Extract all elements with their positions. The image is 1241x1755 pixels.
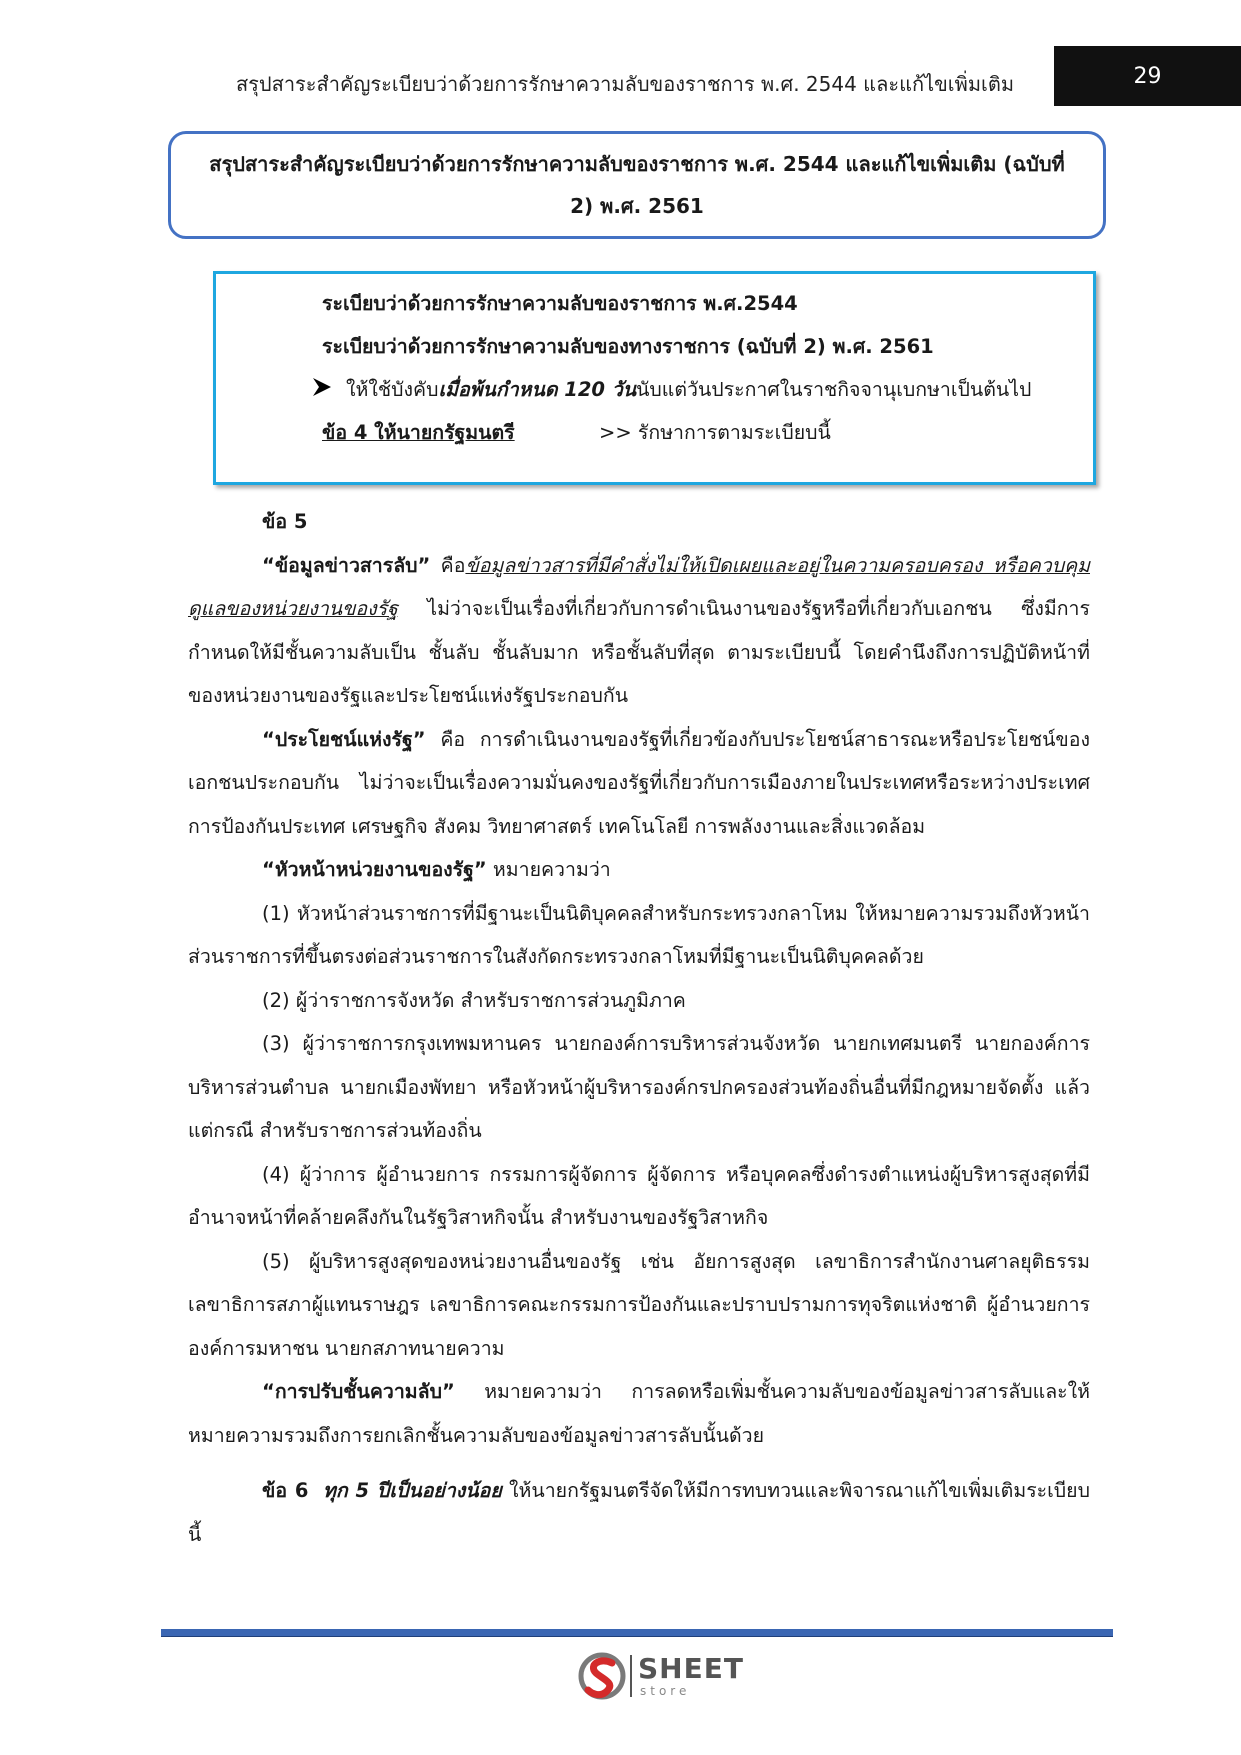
effective-post: นับแต่วันประกาศในราชกิจจานุเบกษาเป็นต้นไป <box>636 378 1032 401</box>
def-secret-rest: ไม่ว่าจะเป็นเรื่องที่เกี่ยวกับการดำเนินงานของรัฐหรือที่เกี่ยวกับเอกชน ซึ่งมีการกำหนดให้มีชั้นความลับเป็น ชั้นลับ ชั้นลับมาก หรือชั้นลับที่สุด ตามระเบียบนี้ โดยคำนึงถึงการปฏิบัติหน้าที่ของหน่วยงานของรัฐและประโยชน์แห่งรัฐประกอบกัน <box>188 597 1090 707</box>
logo-subtext: store <box>640 1684 691 1698</box>
effective-pre: ให้ใช้บังคับ <box>346 378 439 401</box>
title-box <box>168 131 1106 239</box>
def-benefit-rest: คือ การดำเนินงานของรัฐที่เกี่ยวข้องกับประโยชน์สาธารณะหรือประโยชน์ของเอกชนประกอบกัน ไม่ว่าจะเป็นเรื่องความมั่นคงของรัฐที่เกี่ยวกับการเมืองภายในประเทศหรือระหว่างประเทศการป้องกันประเทศ เศรษฐกิจ สังคม วิทยาศาสตร์ เทคโนโลยี การพลังงานและสิ่งแวดล้อม <box>188 727 1090 838</box>
info-box <box>213 271 1096 485</box>
definition-secret-information <box>188 544 1090 718</box>
clause-5-heading: ข้อ 5 <box>262 510 308 533</box>
definition-classification-adjustment <box>188 1370 1090 1457</box>
logo-separator <box>630 1655 632 1697</box>
clause-6-label: ข้อ 6 <box>262 1479 309 1502</box>
info-regulation-2544: ระเบียบว่าด้วยการรักษาความลับของราชการ พ.ศ.2544 <box>322 292 798 315</box>
def-secret-emphasis: ข้อมูลข่าวสารที่มีคำสั่งไม่ให้เปิดเผยและอยู่ในความครอบครอง หรือควบคุมดูแลของหน่วยงานของรัฐ <box>188 553 1090 620</box>
list-item-1: (1) หัวหน้าส่วนราชการที่มีฐานะเป็นนิติบุคคลสำหรับกระทรวงกลาโหม ให้หมายความรวมถึงหัวหน้าส่วนราชการที่ขึ้นตรงต่อส่วนราชการในสังกัดกระทรวงกลาโหมที่มีฐานะเป็นนิติบุคคลด้วย <box>188 901 1090 968</box>
list-item-5: (5) ผู้บริหารสูงสุดของหน่วยงานอื่นของรัฐ เช่น อัยการสูงสุด เลขาธิการสำนักงานศาลยุติธรรม เลขาธิการสภาผู้แทนราษฎร เลขาธิการคณะกรรมการป้องกันและปราบปรามการทุจริตแห่งชาติ ผู้อำนวยการองค์การมหาชน นายกสภาทนายความ <box>188 1249 1090 1360</box>
sheet-store-s-logo-icon <box>578 1650 628 1702</box>
definition-state-benefit <box>188 718 1090 849</box>
effective-emphasis: เมื่อพ้นกำหนด 120 วัน <box>438 378 637 401</box>
list-item-2: (2) ผู้ว่าราชการจังหวัด สำหรับราชการส่วนภูมิภาค <box>262 988 686 1012</box>
list-item-4: (4) ผู้ว่าการ ผู้อำนวยการ กรรมการผู้จัดการ ผู้จัดการ หรือบุคคลซึ่งดำรงตำแหน่งผู้บริหารสูงสุดที่มีอำนาจหน้าที่คล้ายคลึงกันในรัฐวิสาหกิจนั้น สำหรับงานของรัฐวิสาหกิจ <box>188 1162 1090 1229</box>
title-line-2: 2) พ.ศ. 2561 <box>570 194 704 218</box>
page-number: 29 <box>1133 63 1162 89</box>
info-effective-date <box>346 374 1031 405</box>
def-head-rest: หมายความว่า <box>486 858 611 881</box>
clause-6-emphasis: ทุก 5 ปีเป็นอย่างน้อย <box>323 1479 502 1502</box>
clause-4-label: ข้อ 4 ให้นายกรัฐมนตรี <box>322 421 515 444</box>
def-secret-term: “ข้อมูลข่าวสารลับ” <box>262 553 431 577</box>
clause-6-rest: ให้นายกรัฐมนตรีจัดให้มีการทบทวนและพิจารณาแก้ไขเพิ่มเติมระเบียบนี้ <box>188 1479 1090 1546</box>
info-clause-4 <box>322 417 831 448</box>
title-line-1: สรุปสาระสำคัญระเบียบว่าด้วยการรักษาความลับของราชการ พ.ศ. 2544 และแก้ไขเพิ่มเติม (ฉบับที่ <box>209 152 1065 176</box>
page-number-box <box>1054 46 1241 106</box>
list-item-3: (3) ผู้ว่าราชการกรุงเทพมหานคร นายกองค์การบริหารส่วนจังหวัด นายกเทศมนตรี นายกองค์การบริหารส่วนตำบล นายกเมืองพัทยา หรือหัวหน้าผู้บริหารองค์กรปกครองส่วนท้องถิ่นอื่นที่มีกฎหมายจัดตั้ง แล้วแต่กรณี สำหรับราชการส่วนท้องถิ่น <box>188 1032 1090 1142</box>
body-text <box>188 500 1090 1556</box>
sheet-store-logo <box>578 1650 748 1702</box>
arrowhead-bullet-icon <box>311 376 333 398</box>
logo-wordmark: SHEET <box>638 1652 744 1685</box>
definition-agency-head <box>188 848 1090 892</box>
def-benefit-term: “ประโยชน์แห่งรัฐ” <box>262 727 426 751</box>
def-adjust-rest: หมายความว่า การลดหรือเพิ่มชั้นความลับของข้อมูลข่าวสารลับและให้หมายความรวมถึงการยกเลิกชั้นความลับของข้อมูลข่าวสารลับนั้นด้วย <box>188 1380 1090 1447</box>
def-secret-pre: คือ <box>430 553 466 577</box>
footer-divider <box>161 1629 1113 1637</box>
running-header-title: สรุปสาระสำคัญระเบียบว่าด้วยการรักษาความลับของราชการ พ.ศ. 2544 และแก้ไขเพิ่มเติม <box>235 72 1015 96</box>
clause-4-text: >> รักษาการตามระเบียบนี้ <box>599 421 831 444</box>
clause-6 <box>188 1469 1090 1556</box>
def-head-term: “หัวหน้าหน่วยงานของรัฐ” <box>262 858 487 881</box>
info-regulation-2561: ระเบียบว่าด้วยการรักษาความลับของทางราชการ (ฉบับที่ 2) พ.ศ. 2561 <box>322 335 934 358</box>
def-adjust-term: “การปรับชั้นความลับ” <box>262 1380 455 1403</box>
